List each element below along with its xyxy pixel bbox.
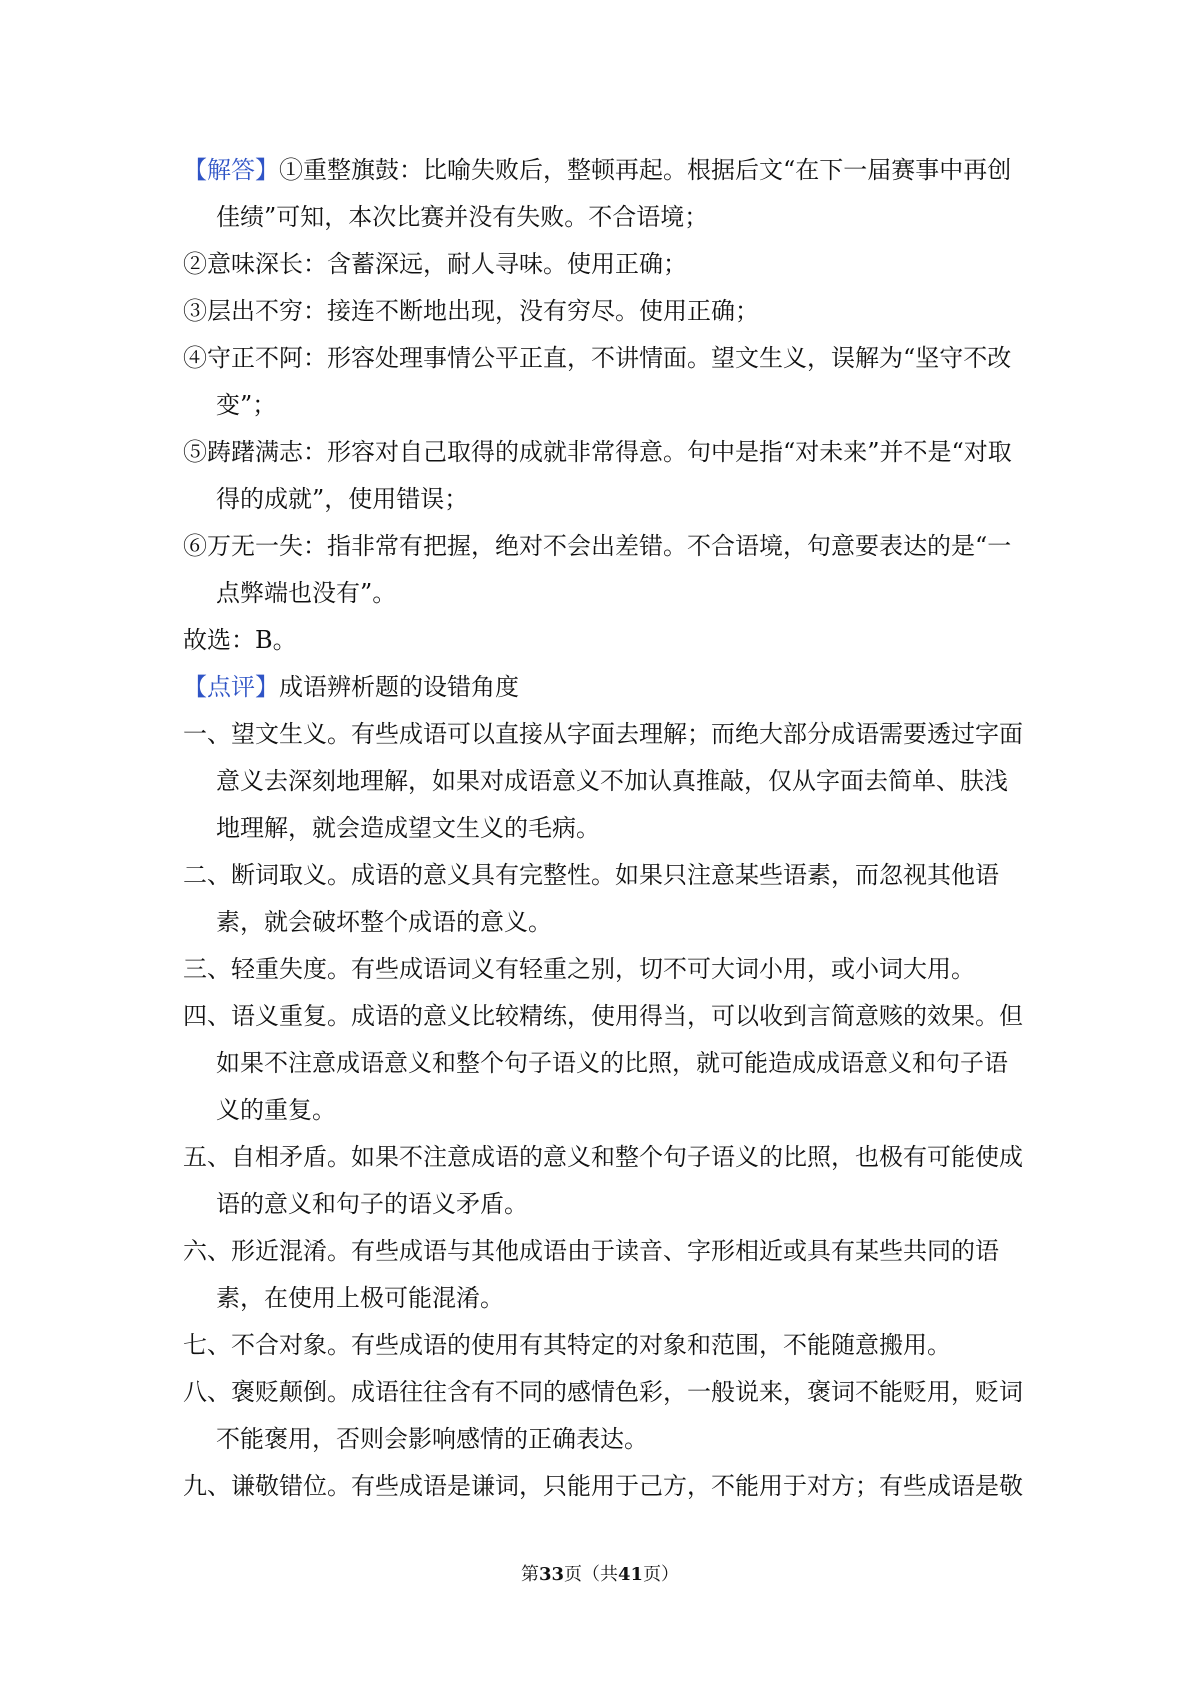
answer-line-2: ②意味深长：含蓄深远，耐人寻味。使用正确；: [183, 250, 687, 278]
footer-prefix: 第: [520, 1564, 539, 1585]
comment-item-6: 六、形近混淆。有些成语与其他成语由于读音、字形相近或具有某些共同的语素，在使用上极可能混淆。: [183, 1237, 999, 1312]
answer-tag: 【解答】: [183, 156, 279, 184]
comment-item-7: 七、不合对象。有些成语的使用有其特定的对象和范围，不能随意搬用。: [183, 1331, 951, 1359]
comment-item-5: 五、自相矛盾。如果不注意成语的意义和整个句子语义的比照，也极有可能使成语的意义和句子的语义矛盾。: [183, 1143, 1023, 1218]
answer-line-3: ③层出不穷：接连不断地出现，没有穷尽。使用正确；: [183, 297, 759, 325]
comment-tag: 【点评】: [183, 673, 279, 701]
answer-line-5: ⑤踌躇满志：形容对自己取得的成就非常得意。句中是指“对未来”并不是“对取得的成就”，使用错误；: [183, 438, 1012, 513]
footer-middle: 页（共: [564, 1564, 618, 1585]
comment-item-4: 四、语义重复。成语的意义比较精练，使用得当，可以收到言简意赅的效果。但如果不注意成语意义和整个句子语义的比照，就可能造成成语意义和句子语义的重复。: [183, 1002, 1023, 1124]
page-content: [183, 147, 1028, 1510]
footer-page-number: 33: [538, 1564, 564, 1585]
answer-choice: 故选：B。: [183, 626, 297, 654]
comment-item-1: 一、望文生义。有些成语可以直接从字面去理解；而绝大部分成语需要透过字面意义去深刻地理解，如果对成语意义不加认真推敲，仅从字面去简单、肤浅地理解，就会造成望文生义的毛病。: [183, 720, 1023, 842]
comment-item-9: 九、谦敬错位。有些成语是谦词，只能用于己方，不能用于对方；有些成语是敬: [183, 1472, 1023, 1500]
comment-title: 成语辨析题的设错角度: [279, 673, 519, 701]
comment-item-8: 八、褒贬颠倒。成语往往含有不同的感情色彩，一般说来，褒词不能贬用，贬词不能褒用，否则会影响感情的正确表达。: [183, 1378, 1023, 1453]
answer-line-4: ④守正不阿：形容处理事情公平正直，不讲情面。望文生义，误解为“坚守不改变”；: [183, 344, 1012, 419]
footer-total-pages: 41: [618, 1564, 644, 1585]
comment-item-3: 三、轻重失度。有些成语词义有轻重之别，切不可大词小用，或小词大用。: [183, 955, 975, 983]
page-footer: [0, 1560, 1200, 1586]
comment-item-2: 二、断词取义。成语的意义具有完整性。如果只注意某些语素，而忽视其他语素，就会破坏整个成语的意义。: [183, 861, 999, 936]
answer-line-1: [183, 147, 1028, 241]
answer-line-6: ⑥万无一失：指非常有把握，绝对不会出差错。不合语境，句意要表达的是“一点弊端也没有”。: [183, 532, 1012, 607]
footer-suffix: 页）: [643, 1564, 680, 1585]
comment-heading: [183, 664, 1028, 711]
answer-text-1: ①重整旗鼓：比喻失败后，整顿再起。根据后文“在下一届赛事中再创佳绩”可知，本次比赛并没有失败。不合语境；: [216, 156, 1012, 231]
